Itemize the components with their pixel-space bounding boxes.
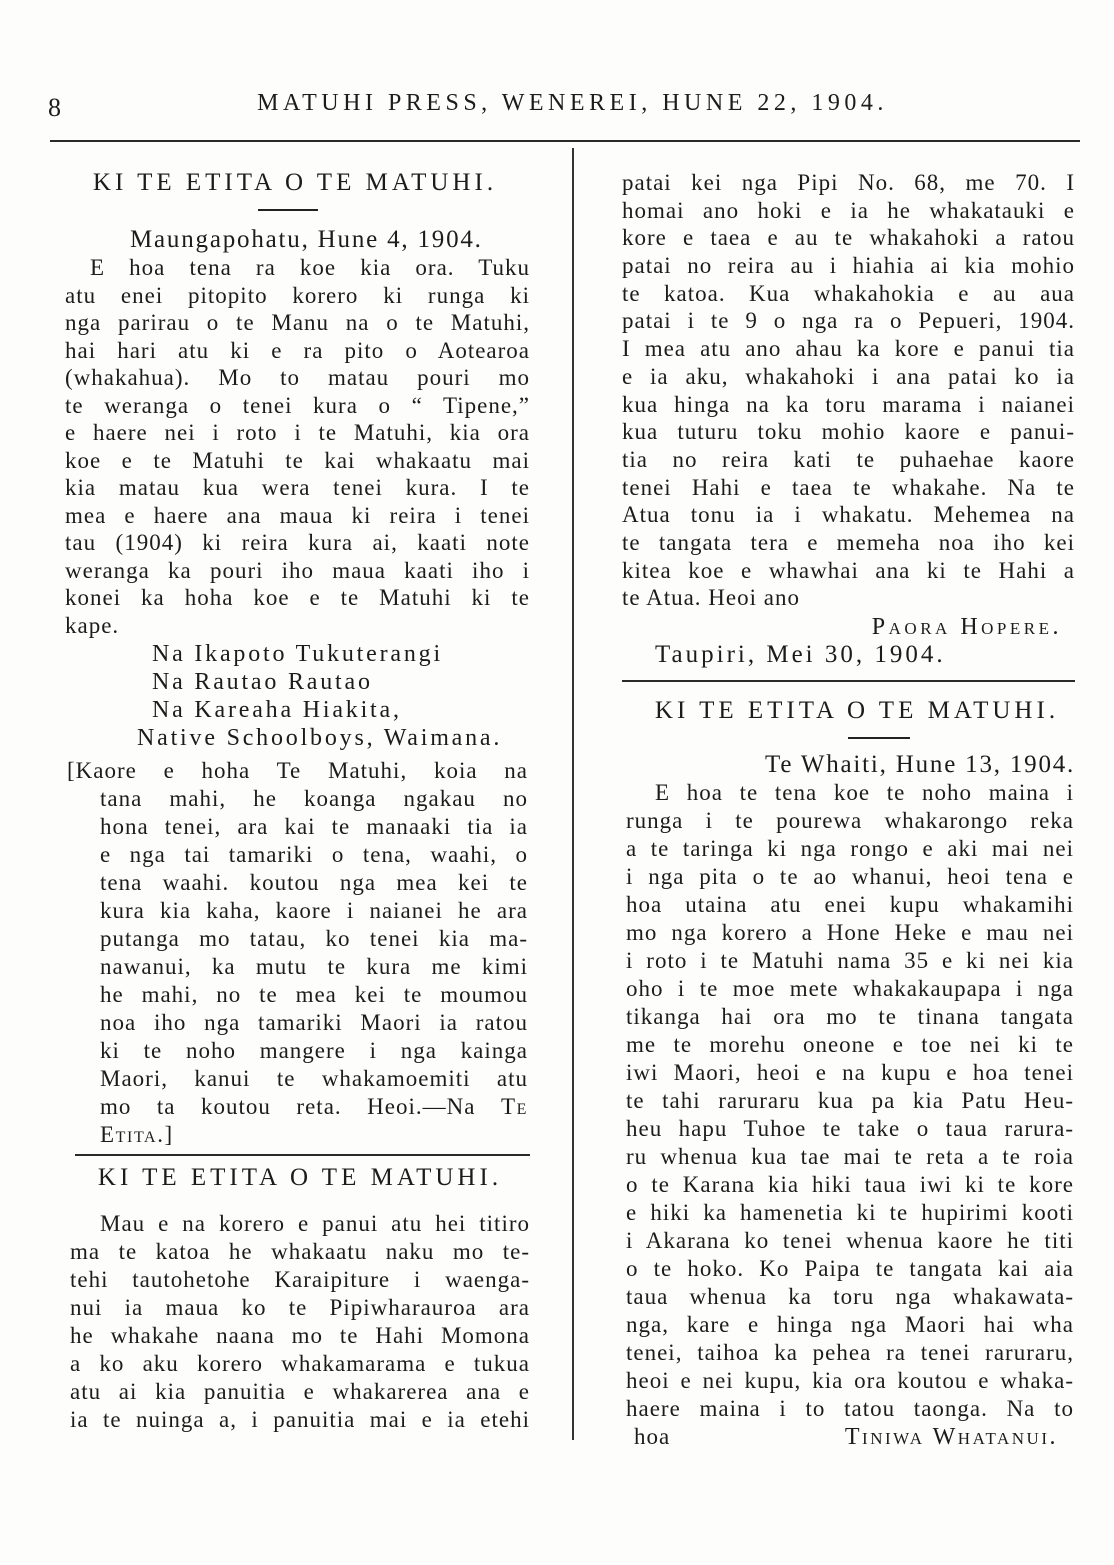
text-line: hona tenei, ara kai te manaaki tia ia — [100, 814, 528, 839]
letter-body — [65, 254, 530, 639]
text-line: nui ia maua ko te Pipiwharauroa ara — [70, 1295, 530, 1320]
text-line: noa iho nga tamariki Maori ia ratou — [100, 1010, 528, 1035]
text-line: te katoa. Kua whakahokia e au aua — [622, 280, 1075, 306]
signatory-affiliation: Native Schoolboys, Waimana. — [137, 725, 503, 751]
letter-body — [70, 1210, 530, 1434]
text-line: runga i te pourewa whakarongo reka — [626, 808, 1074, 833]
text-line: I mea atu ano ahau ka kore e panui tia — [622, 336, 1075, 362]
text-line: homai ano hoki e ia he whakatauki e — [622, 197, 1075, 223]
text-line: o te hoko. Ko Paipa te tangata kai aia — [626, 1256, 1074, 1281]
text-line: tenei Hahi e taea te whakahe. Na te — [622, 474, 1075, 500]
letter-heading: KI TE ETITA O TE MATUHI. — [92, 169, 498, 196]
header-rule — [50, 140, 1080, 142]
signatory-line: Na Ikapoto Tukuterangi — [152, 641, 443, 667]
text-line: (whakahua). Mo to matau pouri mo — [65, 365, 530, 390]
text-line: heoi e nei kupu, kia ora koutou e whaka- — [626, 1368, 1074, 1393]
editor-note-closing: mo ta koutou reta. Heoi.—Na — [100, 1094, 476, 1119]
text-line: Mau e na korero e panui atu hei titiro — [100, 1211, 530, 1236]
text-line: e hiki ka hamenetia ki te hupirimi kooti — [626, 1200, 1074, 1225]
editor-signature-part: Te — [500, 1094, 528, 1119]
text-line: patai no reira au i hiahia ai kia mohio — [622, 253, 1075, 279]
text-line: patai i te 9 o nga ra o Pepueri, 1904. — [622, 308, 1075, 334]
letter-body-continued — [622, 169, 1075, 612]
signatories — [137, 640, 502, 752]
text-line: Atua tonu ia i whakatu. Mehemea na — [622, 502, 1075, 528]
running-head-title: MATUHI PRESS, WENEREI, HUNE 22, 1904. — [257, 90, 888, 116]
editor-note — [67, 757, 528, 1149]
place-date: Taupiri, Mei 30, 1904. — [655, 641, 946, 668]
signatory-line: Na Rautao Rautao — [152, 669, 373, 695]
text-line: tehi tautohetohe Karaipiture i waenga- — [70, 1267, 530, 1292]
text-line: a ko aku korero whakamarama e tukua — [70, 1351, 530, 1376]
text-line: ia te nuinga a, i panuitia mai e ia etehi — [70, 1407, 530, 1432]
text-line: hoa utaina atu enei kupu whakamihi — [626, 892, 1074, 917]
text-line: tena waahi. koutou nga mea kei te — [100, 870, 528, 895]
signatory-line: Na Kareaha Hiakita, — [152, 697, 402, 723]
dateline: Te Whaiti, Hune 13, 1904. — [765, 751, 1076, 778]
text-line: weranga ka pouri iho maua kaati iho i — [65, 557, 530, 583]
text-line: kua tuturu toku mohio kaore e panui- — [622, 419, 1075, 445]
text-line: e nga tai tamariki o tena, waahi, o — [100, 842, 528, 867]
text-line: konei ka hoha koe e te Matuhi ki te — [65, 585, 530, 610]
text-line: kore e taea e au te whakahoki a ratou — [622, 225, 1075, 251]
text-line: mea e haere ana maua ki reira i tenei — [65, 502, 530, 528]
text-line: e ia aku, whakahoki i ana patai ko ia — [622, 363, 1075, 389]
text-line: i roto i te Matuhi nama 35 e ki nei kia — [626, 948, 1074, 973]
text-line: ki te noho mangere i nga kainga — [100, 1038, 528, 1063]
text-line: nga parirau o te Manu na o te Matuhi, — [65, 310, 530, 335]
column-divider — [572, 148, 574, 1440]
text-line: putanga mo tatau, ko tenei kia ma- — [100, 926, 528, 951]
section-rule — [622, 680, 1075, 682]
text-line: te tangata tera e memeha noa iho kei — [622, 529, 1075, 555]
text-line — [67, 1093, 528, 1121]
text-line: atu enei pitopito korero ki runga ki — [65, 282, 530, 308]
text-line: e haere nei i roto i te Matuhi, kia ora — [65, 420, 530, 445]
text-line: tikanga hai ora mo te tinana tangata — [626, 1004, 1074, 1029]
editor-note-body — [67, 757, 528, 1093]
text-line: hai hari atu ki e ra pito o Aotearoa — [65, 337, 530, 363]
text-line: tana mahi, he koanga ngakau no — [100, 786, 528, 811]
dateline: Maungapohatu, Hune 4, 1904. — [130, 226, 483, 253]
text-line: ma te katoa he whakaatu naku mo te- — [70, 1239, 530, 1264]
letter-body — [626, 779, 1074, 1423]
text-line: Maori, kanui te whakamoemiti atu — [100, 1066, 528, 1091]
text-line: kia matau kua wera tenei kura. I te — [65, 475, 530, 500]
text-line: he mahi, no te mea kei te moumou — [100, 982, 528, 1007]
text-line: te Atua. Heoi ano — [622, 585, 800, 611]
text-line: tau (1904) ki reira kura ai, kaati note — [65, 530, 530, 555]
text-line: te weranga o tenei kura o “ Tipene,” — [65, 392, 530, 418]
heading-rule — [258, 209, 318, 211]
text-line: iwi Maori, heoi e na kupu e hoa tenei — [626, 1060, 1074, 1085]
text-line: me te morehu oneone e toe nei ki te — [626, 1032, 1074, 1057]
text-line: koe e te Matuhi te kai whakaatu mai — [65, 447, 530, 473]
text-line: a te taringa ki nga rongo e aki mai nei — [626, 836, 1074, 861]
text-line: nawanui, ka mutu te kura me kimi — [100, 954, 528, 979]
text-line: kua hinga na ka toru marama i naianei — [622, 391, 1075, 417]
letter-signature: Tiniwa Whatanui. — [844, 1424, 1058, 1450]
page-number: 8 — [48, 93, 61, 122]
text-line: tenei, taihoa ka pehea ra tenei raruraru, — [626, 1340, 1074, 1365]
letter-heading: KI TE ETITA O TE MATUHI. — [654, 697, 1060, 724]
text-line: he whakahe naana mo te Hahi Momona — [70, 1323, 530, 1348]
text-line: kape. — [65, 612, 120, 638]
letter-signature: Paora Hopere. — [871, 614, 1062, 640]
text-line: heu hapu Tuhoe te take o taua rarura- — [626, 1116, 1074, 1141]
text-line: oho i te moe mete whakakaupapa i nga — [626, 976, 1074, 1001]
text-line: atu ai kia panuitia e whakarerea ana e — [70, 1379, 530, 1404]
text-line: ru whenua kua tae mai te reta a te roia — [626, 1144, 1074, 1169]
text-line: i Akarana ko tenei whenua kaore he titi — [626, 1228, 1074, 1253]
text-line: nga, kare e hinga nga Maori hai wha — [626, 1312, 1074, 1337]
text-line: i nga pita o te ao whanui, heoi tena e — [626, 864, 1074, 889]
heading-rule — [848, 737, 910, 739]
text-line: E hoa tena ra koe kia ora. Tuku — [90, 255, 530, 280]
letter-heading: KI TE ETITA O TE MATUHI. — [97, 1164, 503, 1191]
text-line: kura kia kaha, kaore i naianei he ara — [100, 898, 528, 923]
text-line: o te Karana kia hiki taua iwi ki te kore — [626, 1172, 1074, 1197]
text-line: mo nga korero a Hone Heke e mau nei — [626, 920, 1074, 945]
section-rule — [75, 1154, 530, 1156]
text-line: taua whenua ka toru nga whakawata- — [626, 1284, 1074, 1309]
text-line: E hoa te tena koe te noho maina i — [655, 780, 1074, 805]
text-line: patai kei nga Pipi No. 68, me 70. I — [622, 170, 1075, 195]
text-line: [Kaore e hoha Te Matuhi, koia na — [67, 758, 528, 783]
editor-signature-part: Etita.] — [100, 1122, 174, 1147]
closing-word: hoa — [634, 1424, 671, 1449]
text-line: haere maina i to tatou taonga. Na to — [626, 1396, 1074, 1421]
text-line: te tahi raruraru kua pa kia Patu Heu- — [626, 1088, 1074, 1113]
text-line: kitea koe e whawhai ana ki te Hahi a — [622, 557, 1075, 583]
text-line: tia no reira kati te puhaehae kaore — [622, 446, 1075, 472]
text-line — [67, 1121, 528, 1149]
